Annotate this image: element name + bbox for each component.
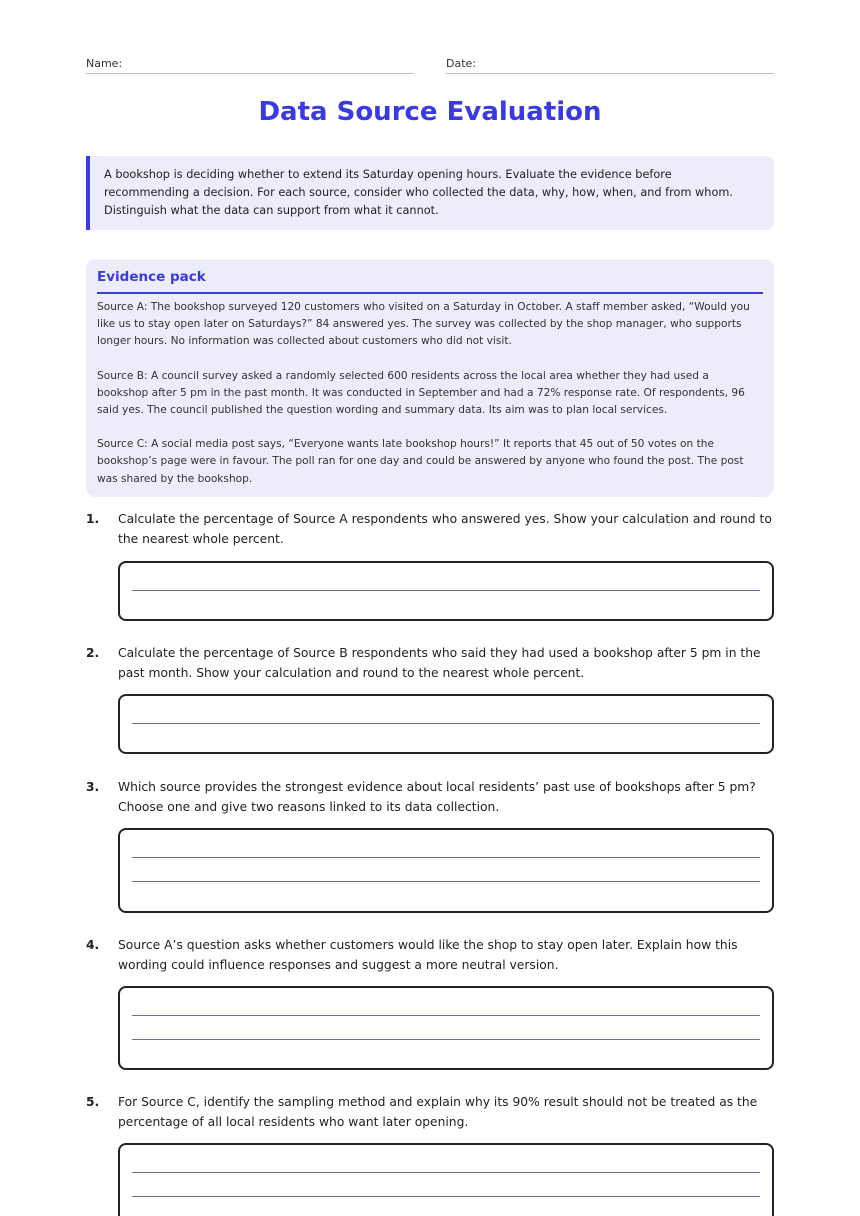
question-2 [86, 644, 774, 684]
date-label: Date: [446, 57, 476, 70]
question-5 [86, 1093, 774, 1133]
question-3 [86, 778, 774, 818]
answer-box-1[interactable] [118, 561, 774, 621]
page-title: Data Source Evaluation [258, 97, 602, 127]
question-number: 5. [86, 1095, 100, 1109]
question-number: 3. [86, 780, 100, 794]
question-text: Calculate the percentage of Source B respondents who said they had used a bookshop after 5 pm in the past month. Show your calculation and round to the nearest whole percent. [118, 646, 761, 680]
answer-box-3[interactable] [118, 828, 774, 913]
source-c: Source C: A social media post says, “Everyone wants late bookshop hours!” It reports that 45 out of 50 votes on the bookshop’s page were in favour. The poll ran for one day and could be answered by anyone who found the post. The post was shared by the bookshop. [97, 438, 744, 485]
header-fields [86, 52, 774, 74]
answer-line [132, 881, 760, 882]
source-a: Source A: The bookshop surveyed 120 customers who visited on a Saturday in October. A staff member asked, “Would you like us to stay open later on Saturdays?” 84 answered yes. The survey was collected by the shop manager, who supports longer hours. No information was collected about customers who did not visit. [97, 301, 750, 348]
answer-line [132, 723, 760, 724]
intro-callout: A bookshop is deciding whether to extend its Saturday opening hours. Evaluate the evidence before recommending a decision. For each source, consider who collected the data, why, how, when, and from whom. Distinguish what the data can support from what it cannot. [86, 156, 774, 230]
answer-line [132, 1172, 760, 1173]
answer-box-4[interactable] [118, 986, 774, 1070]
question-number: 2. [86, 646, 100, 660]
evidence-pack [86, 259, 774, 497]
question-text: For Source C, identify the sampling method and explain why its 90% result should not be treated as the percentage of all local residents who want later opening. [118, 1095, 758, 1129]
date-field[interactable] [446, 52, 774, 74]
answer-box-2[interactable] [118, 694, 774, 754]
answer-line [132, 1039, 760, 1040]
name-label: Name: [86, 57, 123, 70]
source-b: Source B: A council survey asked a randomly selected 600 residents across the local area whether they had used a bookshop after 5 pm in the past month. It was conducted in September and had a 72% response rate. Of respondents, 96 said yes. The council published the question wording and summary data. Its aim was to plan local services. [97, 369, 745, 417]
answer-line [132, 590, 760, 591]
question-number: 1. [86, 512, 100, 526]
question-text: Calculate the percentage of Source A respondents who answered yes. Show your calculation and round to the nearest whole percent. [118, 512, 772, 546]
question-number: 4. [86, 938, 100, 952]
evidence-heading: Evidence pack [97, 269, 763, 294]
answer-line [132, 1196, 760, 1197]
name-field[interactable] [86, 52, 414, 74]
answer-line [132, 857, 760, 858]
answer-box-5[interactable] [118, 1143, 774, 1216]
answer-line [132, 1015, 760, 1016]
question-1 [86, 510, 774, 550]
question-4 [86, 936, 774, 976]
question-text: Source A’s question asks whether customers would like the shop to stay open later. Explain how this wording could influence responses and suggest a more neutral version. [118, 938, 738, 972]
question-text: Which source provides the strongest evidence about local residents’ past use of bookshops after 5 pm? Choose one and give two reasons linked to its data collection. [118, 780, 756, 814]
